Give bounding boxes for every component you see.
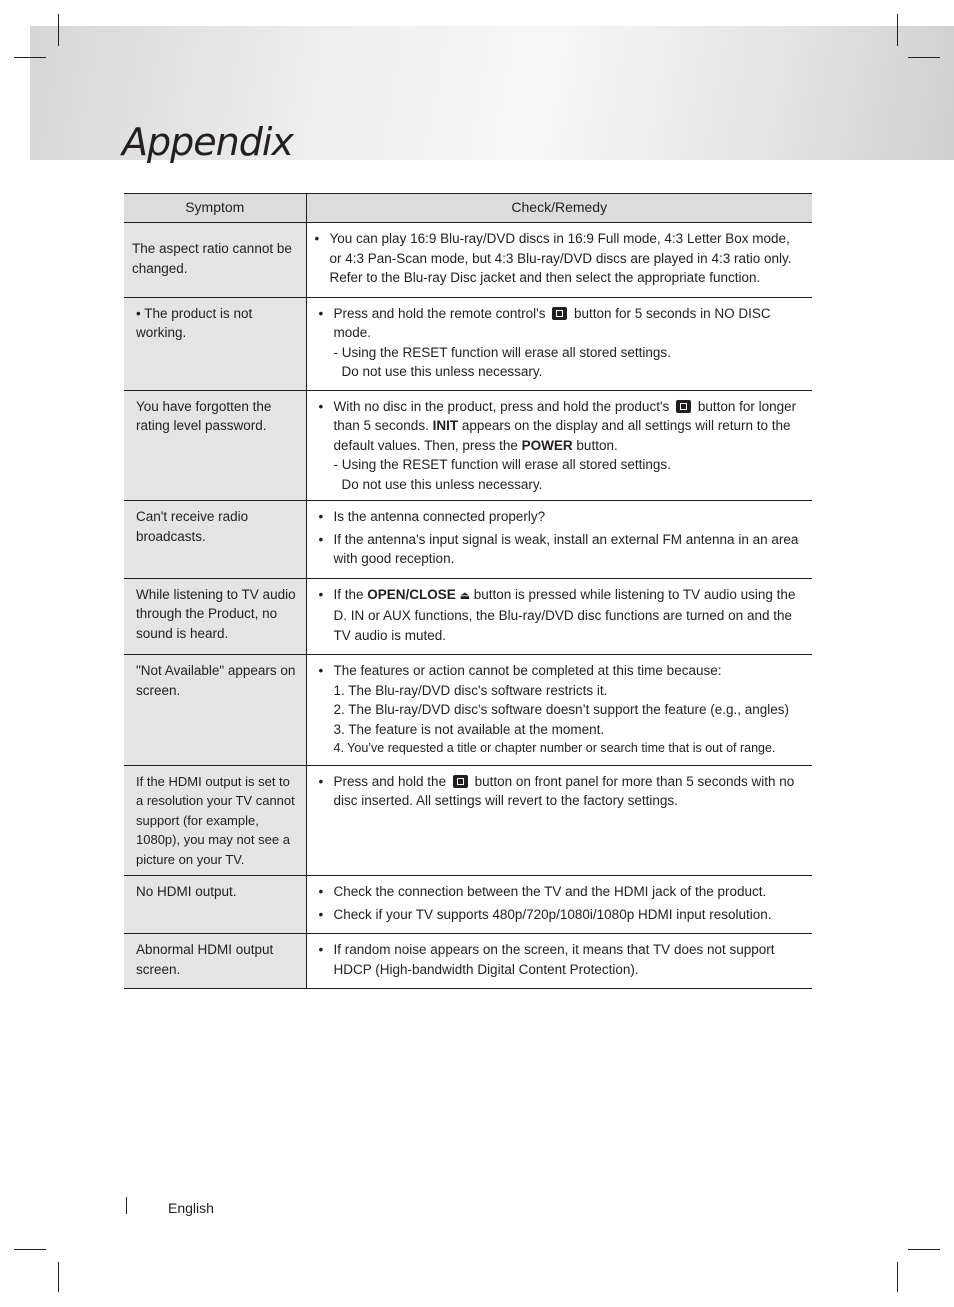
symptom-header: Symptom (124, 194, 306, 223)
remedy-subitem: 3. The feature is not available at the moment. (333, 721, 605, 737)
footer-divider (126, 1197, 127, 1214)
remedy-item (317, 304, 803, 343)
table-row (124, 876, 812, 934)
init-label: INIT (432, 418, 459, 433)
remedy-cell (306, 765, 812, 876)
stop-button-icon (453, 775, 468, 788)
remedy-item: • Check if your TV supports 480p/720p/1080i/1080p HDMI input resolution. (317, 905, 803, 925)
remedy-item: • The features or action cannot be completed at this time because: (317, 661, 803, 681)
table-row (124, 655, 812, 766)
crop-mark (14, 57, 46, 58)
remedy-cell (306, 578, 812, 655)
table-row (124, 223, 812, 298)
symptom-cell: While listening to TV audio through the Product, no sound is heard. (124, 578, 306, 655)
remedy-item (317, 397, 803, 456)
remedy-item (317, 585, 803, 646)
eject-icon: ⏏ (459, 589, 470, 602)
crop-mark (58, 14, 59, 46)
footer-language: English (168, 1200, 214, 1216)
remedy-subitem: 4. You’ve requested a title or chapter number or search time that is out of range. (333, 741, 776, 755)
remedy-cell (306, 390, 812, 501)
table-row (124, 765, 812, 876)
remedy-text: With no disc in the product, press and hold the product's (333, 398, 670, 414)
power-label: POWER (521, 437, 573, 453)
table-row (124, 934, 812, 989)
crop-mark (897, 1262, 898, 1292)
crop-mark (908, 57, 940, 58)
remedy-cell (306, 223, 812, 298)
table-row (124, 501, 812, 579)
symptom-cell: You have forgotten the rating level password. (124, 390, 306, 501)
symptom-cell: "Not Available" appears on screen. (124, 655, 306, 766)
remedy-item: • Check the connection between the TV and the HDMI jack of the product. (317, 882, 803, 902)
symptom-cell: No HDMI output. (124, 876, 306, 934)
remedy-text: Press and hold the (333, 773, 447, 789)
table-header-row (124, 194, 812, 223)
remedy-text: appears on the display and all settings will return to the default values. Then, press the (333, 418, 791, 453)
troubleshooting-table-wrapper (124, 193, 812, 989)
table-row (124, 390, 812, 501)
troubleshooting-table (124, 193, 812, 989)
remedy-item: • If the antenna's input signal is weak, install an external FM antenna in an area with good reception. (317, 530, 803, 569)
remedy-text: button. (576, 437, 618, 453)
stop-button-icon (676, 400, 691, 413)
remedy-subitem: 2. The Blu-ray/DVD disc's software doesn’t support the feature (e.g., angles) (333, 702, 790, 717)
remedy-text: button for 5 seconds in NO DISC mode. (333, 305, 771, 340)
crop-mark (908, 1249, 940, 1250)
table-row (124, 578, 812, 655)
crop-mark (897, 14, 898, 46)
remedy-item: • Is the antenna connected properly? (317, 507, 803, 527)
remedy-text: button is pressed while listening to TV audio using the D. IN or AUX functions, the Blu-ray/DVD disc functions are turned on and the TV audio is muted. (333, 586, 796, 643)
page-title: Appendix (122, 120, 293, 164)
remedy-text: Press and hold the remote control's (333, 305, 546, 321)
symptom-cell: The aspect ratio cannot be changed. (124, 223, 306, 298)
remedy-cell (306, 655, 812, 766)
remedy-cell (306, 297, 812, 390)
remedy-item: • You can play 16:9 Blu-ray/DVD discs in 16:9 Full mode, 4:3 Letter Box mode, or 4:3 Pan-Scan mode, but 4:3 Blu-ray/DVD discs are played in 4:3 ratio only. Refer to the Blu-ray Disc jacket and then select the appropriate function. (313, 229, 803, 288)
remedy-note: - Using the RESET function will erase all stored settings. (333, 457, 671, 472)
remedy-text: button on front panel for more than 5 seconds with no disc inserted. All settings will revert to the factory settings. (333, 773, 795, 808)
open-close-label: OPEN/CLOSE (367, 586, 456, 602)
remedy-cell (306, 934, 812, 989)
crop-mark (14, 1249, 46, 1250)
stop-button-icon (552, 307, 567, 320)
remedy-cell (306, 876, 812, 934)
table-row (124, 297, 812, 390)
remedy-subitem: 1. The Blu-ray/DVD disc's software restricts it. (333, 682, 608, 698)
symptom-cell: If the HDMI output is set to a resolution your TV cannot support (for example, 1080p), you may not see a picture on your TV. (124, 765, 306, 876)
remedy-item: • If random noise appears on the screen, it means that TV does not support HDCP (High-bandwidth Digital Content Protection). (317, 940, 803, 979)
crop-mark (58, 1262, 59, 1292)
remedy-cell (306, 501, 812, 579)
symptom-cell: • The product is not working. (124, 297, 306, 390)
remedy-note: Do not use this unless necessary. (341, 364, 543, 379)
symptom-cell: Abnormal HDMI output screen. (124, 934, 306, 989)
remedy-note: - Using the RESET function will erase all stored settings. (333, 344, 671, 360)
remedy-text: button for longer than 5 seconds. (333, 398, 797, 433)
remedy-header: Check/Remedy (306, 194, 812, 223)
remedy-note: Do not use this unless necessary. (341, 476, 543, 492)
symptom-cell: Can't receive radio broadcasts. (124, 501, 306, 579)
remedy-text: If the (333, 586, 364, 602)
remedy-item (317, 772, 803, 811)
